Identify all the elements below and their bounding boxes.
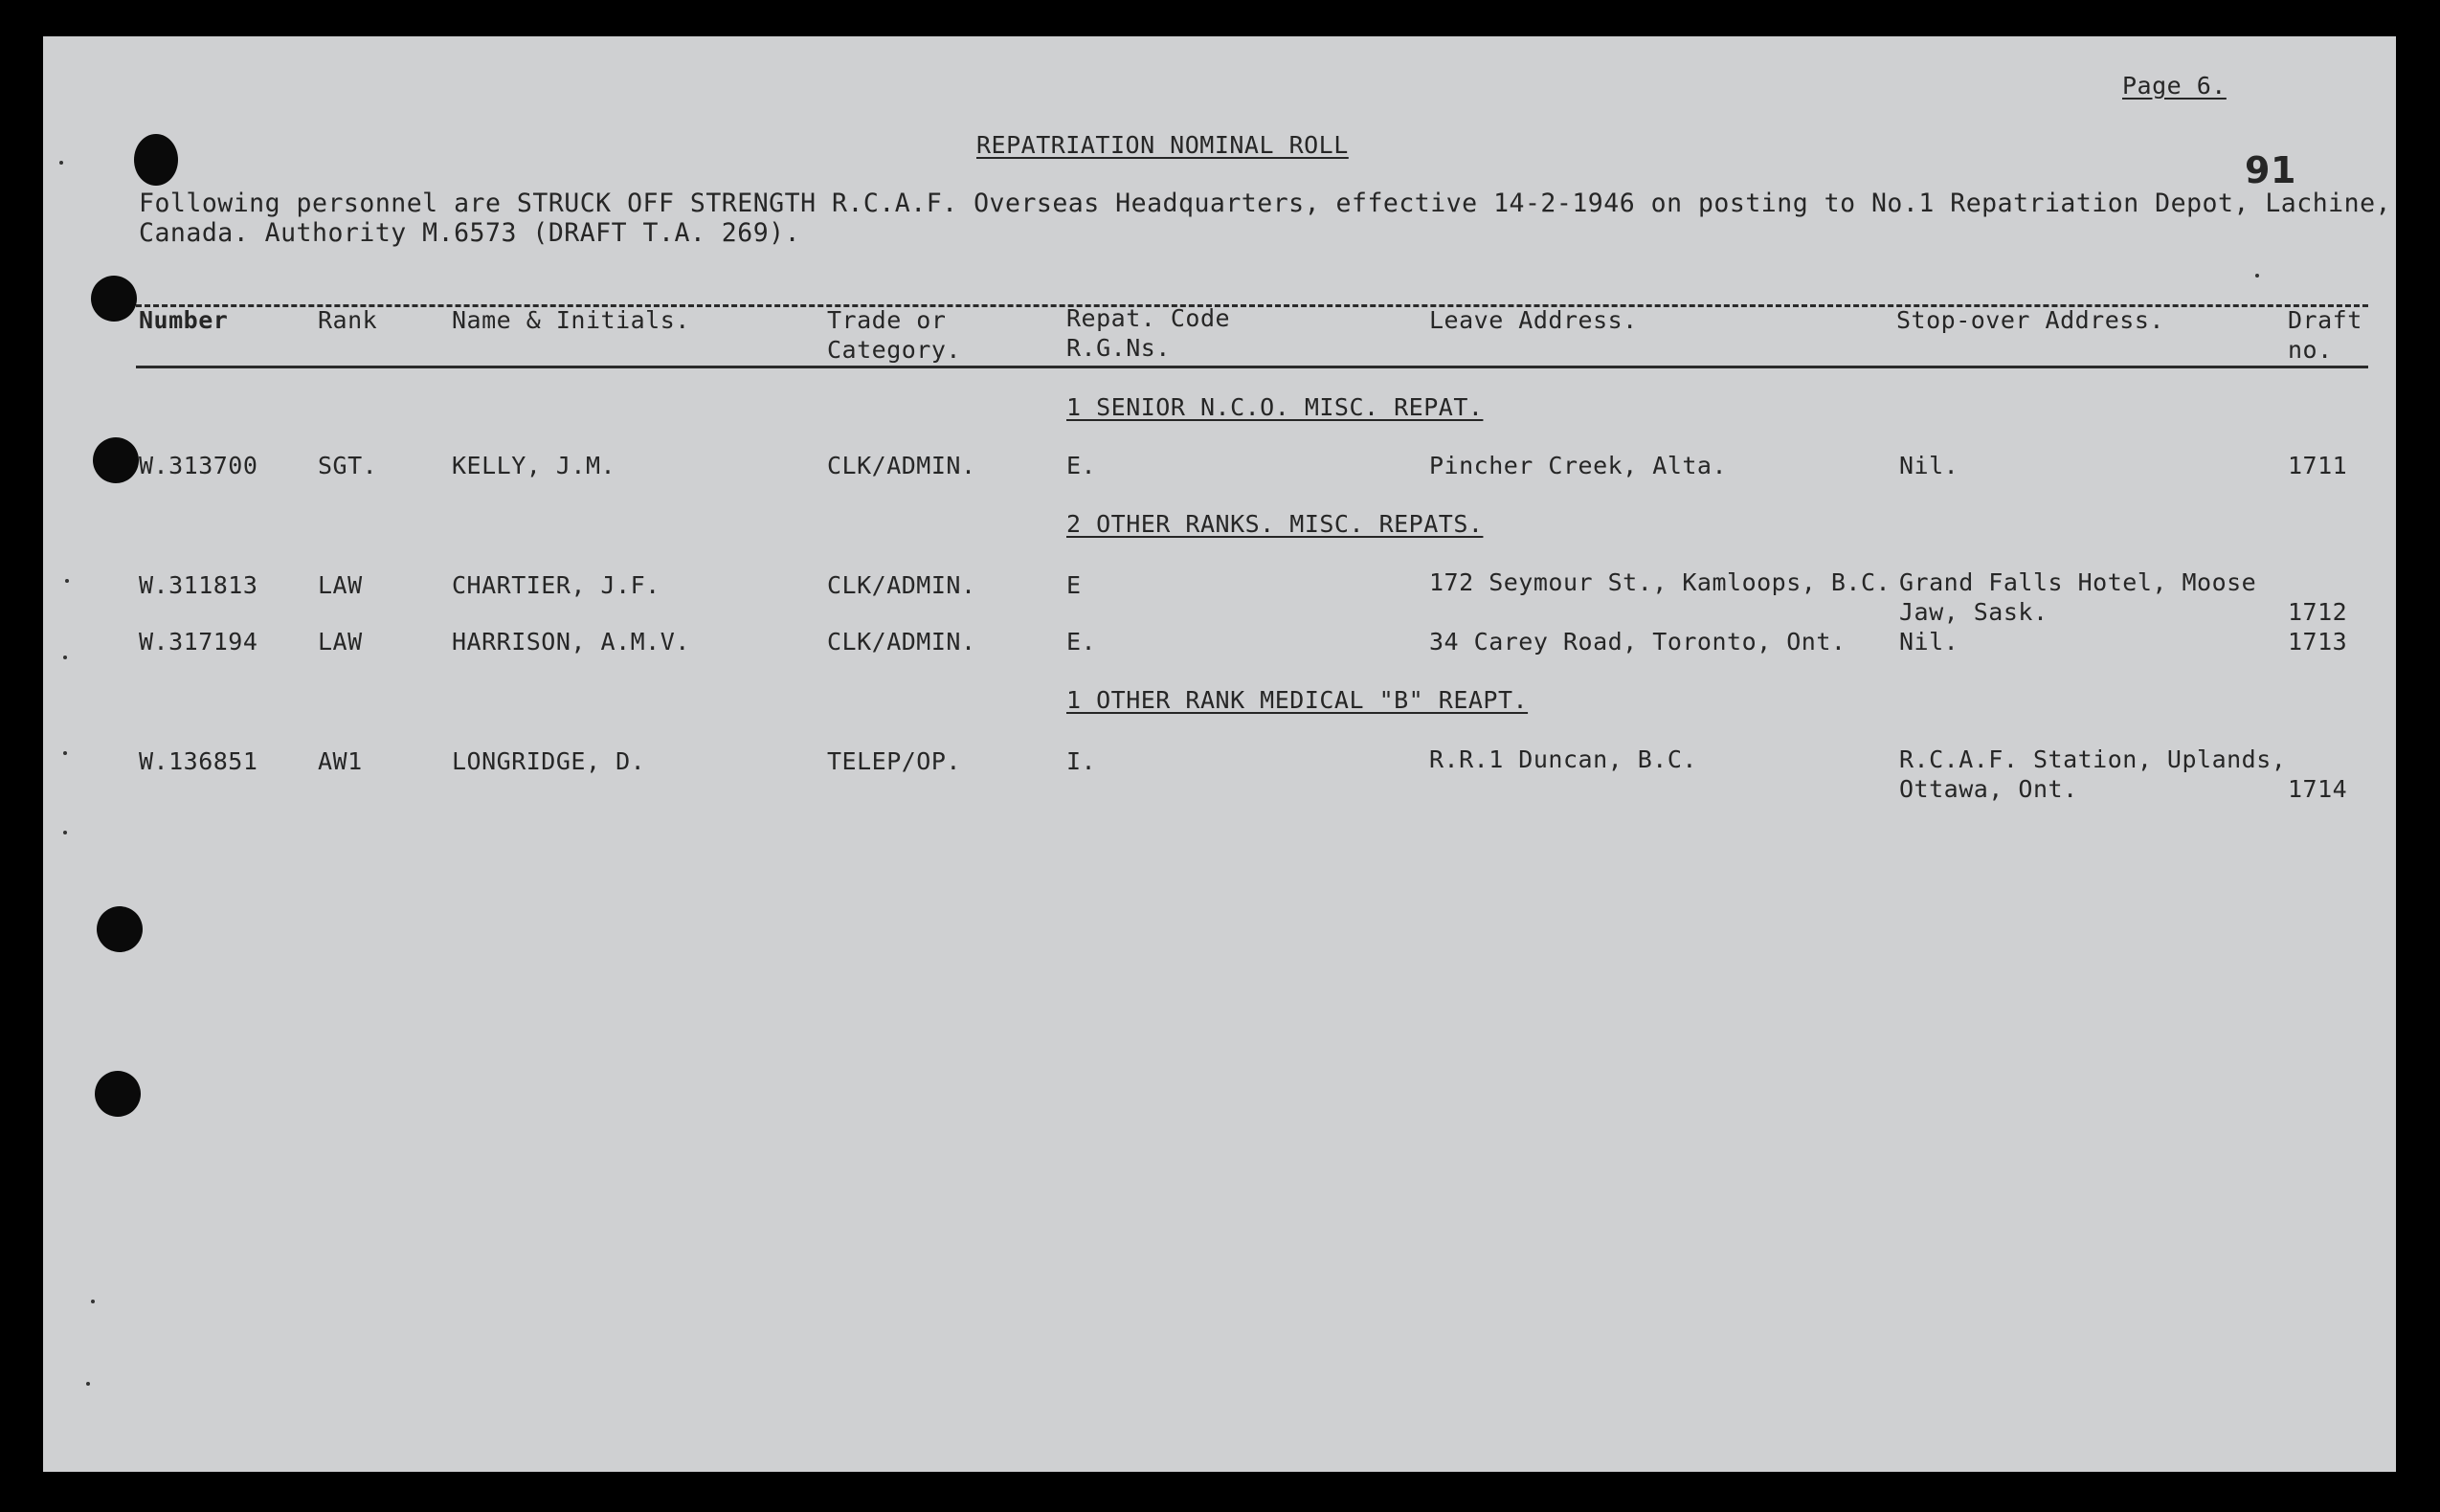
speck: [63, 656, 67, 659]
col-stopover: Stop-over Address.: [1896, 306, 2164, 334]
row-stopover-address: Nil.: [1899, 628, 1959, 656]
speck: [63, 831, 67, 834]
col-trade-2: Category.: [827, 336, 961, 364]
row-trade: CLK/ADMIN.: [827, 628, 976, 656]
col-leave: Leave Address.: [1429, 306, 1638, 334]
speck: [65, 579, 69, 583]
row-number: W.311813: [139, 571, 258, 599]
speck: [59, 161, 63, 165]
row-stopover-address-line2: Ottawa, Ont.: [1899, 775, 2078, 803]
col-name: Name & Initials.: [452, 306, 690, 334]
col-draft-1: Draft: [2288, 306, 2362, 334]
punch-hole-2: [91, 276, 137, 322]
row-rank: AW1: [318, 747, 363, 775]
row-leave-address: R.R.1 Duncan, B.C.: [1429, 745, 1697, 773]
row-draft: 1713: [2288, 628, 2348, 656]
intro-line-1: Following personnel are STRUCK OFF STRENGTH R.C.A.F. Overseas Headquarters, effective 14-2-1946 on posting to No.1 Repatriation Depot, Lachine,: [139, 189, 2391, 218]
page-label: Page 6.: [2122, 72, 2227, 100]
row-name: LONGRIDGE, D.: [452, 747, 646, 775]
col-repat-2: R.G.Ns.: [1066, 334, 1171, 362]
punch-hole-1: [134, 134, 178, 186]
row-code: E.: [1066, 628, 1097, 656]
intro-line-2: Canada. Authority M.6573 (DRAFT T.A. 269).: [139, 218, 801, 248]
document-title: REPATRIATION NOMINAL ROLL: [976, 131, 1349, 159]
col-draft-2: no.: [2288, 336, 2333, 364]
row-name: CHARTIER, J.F.: [452, 571, 660, 599]
row-stopover-address: Nil.: [1899, 452, 1959, 479]
row-rank: LAW: [318, 571, 363, 599]
row-leave-address: 34 Carey Road, Toronto, Ont.: [1429, 628, 1847, 656]
row-rank: SGT.: [318, 452, 378, 479]
col-rank: Rank: [318, 306, 378, 334]
row-draft: 1714: [2288, 775, 2348, 803]
row-name: KELLY, J.M.: [452, 452, 616, 479]
speck: [91, 1300, 95, 1303]
row-stopover-address: Grand Falls Hotel, Moose: [1899, 568, 2257, 596]
row-number: W.317194: [139, 628, 258, 656]
section-heading-other-ranks: 2 OTHER RANKS. MISC. REPATS.: [1066, 510, 1484, 538]
row-code: E.: [1066, 452, 1097, 479]
row-trade: TELEP/OP.: [827, 747, 961, 775]
row-leave-address: Pincher Creek, Alta.: [1429, 452, 1728, 479]
punch-hole-3: [93, 437, 139, 483]
row-draft: 1711: [2288, 452, 2348, 479]
col-trade-1: Trade or: [827, 306, 947, 334]
row-stopover-address-line2: Jaw, Sask.: [1899, 598, 2048, 626]
speck: [63, 751, 67, 755]
col-number: Number: [139, 306, 229, 334]
row-leave-address: 172 Seymour St., Kamloops, B.C.: [1429, 568, 1892, 596]
section-heading-medical: 1 OTHER RANK MEDICAL "B" REAPT.: [1066, 686, 1529, 714]
speck: [2255, 274, 2259, 278]
row-code: I.: [1066, 747, 1097, 775]
stamp-number: 91: [2245, 149, 2296, 191]
row-number: W.313700: [139, 452, 258, 479]
row-code: E: [1066, 571, 1082, 599]
row-number: W.136851: [139, 747, 258, 775]
header-rule-bottom: [136, 366, 2368, 368]
section-heading-senior-nco: 1 SENIOR N.C.O. MISC. REPAT.: [1066, 393, 1484, 421]
row-trade: CLK/ADMIN.: [827, 571, 976, 599]
row-trade: CLK/ADMIN.: [827, 452, 976, 479]
punch-hole-4: [97, 906, 143, 952]
row-draft: 1712: [2288, 598, 2348, 626]
col-repat-1: Repat. Code: [1066, 304, 1231, 332]
row-stopover-address: R.C.A.F. Station, Uplands,: [1899, 745, 2287, 773]
punch-hole-5: [95, 1071, 141, 1117]
row-rank: LAW: [318, 628, 363, 656]
row-name: HARRISON, A.M.V.: [452, 628, 690, 656]
speck: [86, 1382, 90, 1386]
